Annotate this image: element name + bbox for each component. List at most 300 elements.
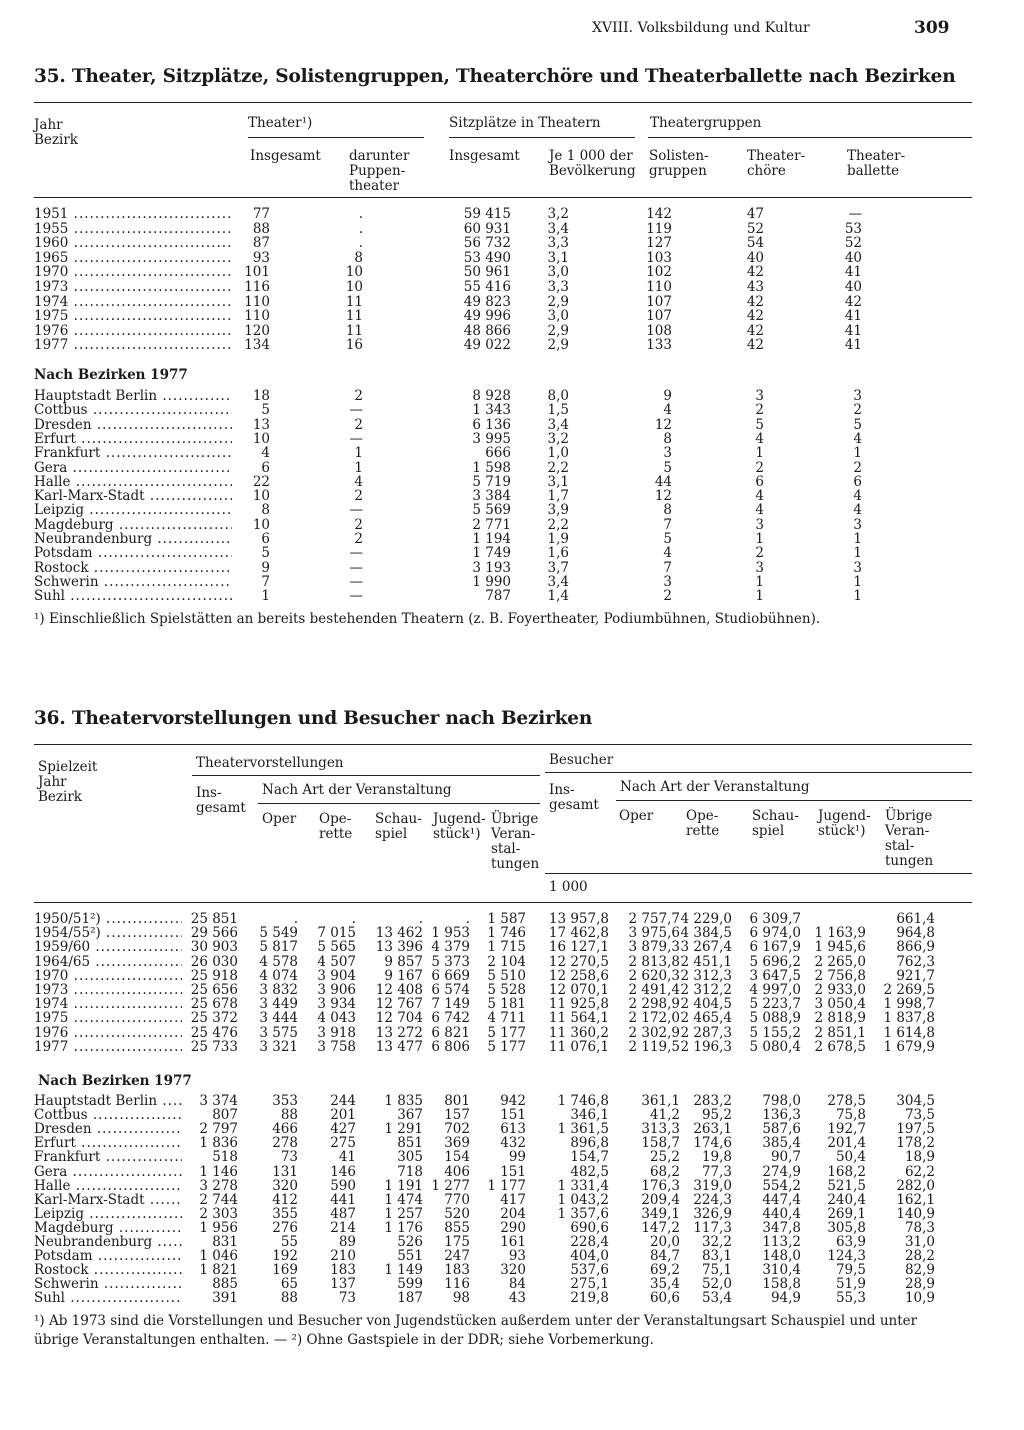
table36-bezirk-cell: 84	[508, 1276, 526, 1293]
table36-bezirk-cell: 347,8	[762, 1219, 801, 1236]
table36-year-cell: 13 477	[375, 1038, 423, 1055]
table36-bezirk-cell: 3 374	[199, 1093, 238, 1109]
table36-bezirk-cell: 137	[330, 1276, 356, 1293]
table36-year-row-label: 1973 .....	[34, 983, 182, 998]
table35-bezirk-cell: 2	[853, 459, 862, 476]
table35-bezirk-cell: 18	[252, 388, 270, 404]
table36-bezirk-cell: 798,0	[762, 1093, 801, 1109]
table35-year-cell: 2,9	[547, 322, 569, 339]
table36-year-cell: .	[293, 911, 298, 927]
table36-bezirk-cell: 228,4	[570, 1234, 609, 1250]
section-title: XVIII. Volksbildung und Kultur	[592, 20, 810, 36]
table36-bezirk-cell: 353	[272, 1093, 298, 1109]
table36-year-cell: 2 756,8	[814, 967, 866, 984]
table35-year-cell: 40	[844, 279, 862, 295]
table36-bezirk-cell: 551	[397, 1248, 423, 1265]
table36-bezirk-cell: 537,6	[570, 1262, 609, 1279]
table35-bezirk-cell: 5	[663, 531, 672, 547]
table36-year-cell: 16 127,1	[548, 939, 609, 956]
table35-bezirk-cell: 3,4	[547, 416, 569, 433]
table36-bezirk-cell: 28,9	[904, 1276, 935, 1293]
table35-year-cell: 49 022	[463, 337, 511, 354]
table35-bezirk-cell: —	[349, 588, 363, 605]
table35-bezirk-cell: —	[349, 502, 363, 519]
table35-year-cell: 110	[244, 308, 270, 325]
table36-vorst-col-header: Übrige Veran- stal- tungen	[491, 811, 540, 872]
table35-bezirk-cell: 1	[755, 588, 764, 605]
table35-bezirk-row-label: Frankfurt .....	[34, 446, 232, 461]
table36-bes-nach-art: Nach Art der Veranstaltung	[620, 779, 810, 795]
table35-bezirk-row-label: Gera .....	[34, 461, 232, 476]
table35-bezirk-cell: 7	[663, 516, 672, 533]
table36-bezirk-row-label: Karl-Marx-Stadt .....	[34, 1193, 182, 1208]
table35-bezirk-row-label: Schwerin .....	[34, 575, 232, 590]
table35-year-cell: 11	[345, 293, 363, 310]
table36-year-row-label: 1977 .....	[34, 1040, 182, 1055]
table35-year-row-label: 1955 .....	[34, 222, 232, 237]
table35-bezirk-cell: 1	[755, 531, 764, 547]
table36-year-cell: 2 298,9	[628, 996, 680, 1013]
table36-bezirk-cell: 441	[330, 1191, 356, 1208]
table35-bezirk-cell: 4	[853, 430, 862, 447]
table36-bezirk-cell: 50,4	[835, 1149, 866, 1166]
table36-stub-header: Spielzeit Jahr Bezirk	[38, 759, 98, 805]
table36-vorst-rule	[192, 775, 540, 776]
table36-year-cell: 4 379	[431, 939, 470, 956]
table35-bezirk-cell: 2,2	[547, 516, 569, 533]
table36-bezirk-cell: 482,5	[570, 1163, 609, 1180]
table35-bezirk-cell: 10	[252, 488, 270, 505]
table35-bezirk-cell: 3 995	[472, 430, 511, 447]
table36-bezirk-cell: 587,6	[762, 1121, 801, 1138]
table36-year-cell: 13 462	[375, 925, 423, 942]
table36-bezirk-cell: 214	[330, 1219, 356, 1236]
table35-bezirk-cell: 9	[261, 559, 270, 576]
table35-year-cell: 16	[345, 337, 363, 354]
table35-bezirk-cell: 3,2	[547, 430, 569, 447]
table35-bezirk-cell: 5 719	[472, 473, 511, 490]
table36-bes-col-header: Schau- spiel	[752, 808, 799, 839]
table36-bezirk-cell: 69,2	[649, 1262, 680, 1279]
table36-year-cell: 661,4	[896, 911, 935, 927]
table35-year-cell: 40	[844, 249, 862, 266]
table35-year-cell: 50 961	[463, 264, 511, 281]
table36-bezirk-cell: 807	[212, 1107, 238, 1124]
table35-year-cell: 8	[354, 249, 363, 266]
table36-year-cell: 2 451,1	[680, 953, 732, 970]
table36-year-cell: 25 851	[190, 911, 238, 927]
table35-bezirk-row-label: Suhl .....	[34, 589, 232, 604]
table35-bezirk-cell: 1	[261, 588, 270, 605]
table36-year-cell: 3 647,5	[749, 967, 801, 984]
table35-bezirk-cell: —	[349, 402, 363, 419]
table36-bezirk-cell: 718	[397, 1163, 423, 1180]
table36-year-cell: 5 155,2	[749, 1024, 801, 1041]
table35-year-cell: 56 732	[463, 235, 511, 252]
table35-bezirk-row-label: Neubrandenburg .....	[34, 532, 232, 547]
table36-bezirk-cell: 1 821	[199, 1262, 238, 1279]
table36-bezirk-cell: 2 744	[199, 1191, 238, 1208]
table35-bezirk-cell: 8	[663, 430, 672, 447]
table36-bezirk-cell: 178,2	[896, 1135, 935, 1152]
table36-bezirk-cell: 73,5	[904, 1107, 935, 1124]
table35-bezirk-cell: 1 343	[472, 402, 511, 419]
table36-bezirk-cell: 2 797	[199, 1121, 238, 1138]
table36-bezirk-row-label: Potsdam .....	[34, 1249, 182, 1264]
table36-bezirk-cell: 274,9	[762, 1163, 801, 1180]
table36-year-cell: 3 832	[259, 982, 298, 998]
table35-bezirk-cell: 3	[755, 388, 764, 404]
table35-bezirk-cell: 4	[261, 445, 270, 462]
table35-header-rule	[34, 197, 972, 198]
table35-year-cell: 103	[646, 249, 672, 266]
table36-year-cell: 1 953	[431, 925, 470, 942]
table36-bezirk-cell: 192	[272, 1248, 298, 1265]
table35-bezirk-cell: 787	[485, 588, 511, 605]
table36-bezirk-cell: 201	[330, 1107, 356, 1124]
table36-bezirk-cell: 78,3	[904, 1219, 935, 1236]
table36-year-cell: 12 270,5	[548, 953, 609, 970]
table36-bes-col-header: Ope- rette	[686, 808, 720, 839]
table35-year-row-label: 1951 .....	[34, 207, 232, 222]
table36-bes-col-header: Übrige Veran- stal- tungen	[885, 808, 934, 869]
table36-bezirk-cell: 320	[500, 1262, 526, 1279]
table36-bezirk-cell: 131	[272, 1163, 298, 1180]
table36-bezirk-cell: 192,7	[827, 1121, 866, 1138]
table36-year-cell: 11 076,1	[548, 1038, 609, 1055]
table36-bezirk-cell: 885	[212, 1276, 238, 1293]
table35-bezirk-cell: 6	[261, 459, 270, 476]
table35-bezirk-cell: 2	[755, 459, 764, 476]
table35-year-cell: 3,2	[547, 206, 569, 222]
table35-year-row-label: 1977 .....	[34, 338, 232, 353]
table36-bezirk-cell: 175	[444, 1234, 470, 1250]
table36-year-cell: 12 767	[375, 996, 423, 1013]
table36-bezirk-cell: 158,8	[762, 1276, 801, 1293]
table35-year-cell: 3,3	[547, 235, 569, 252]
table35-bezirk-cell: 44	[654, 473, 672, 490]
table36-bezirk-cell: 62,2	[904, 1163, 935, 1180]
table36-bezirk-cell: 197,5	[896, 1121, 935, 1138]
table36-year-cell: 5 528	[487, 982, 526, 998]
table36-bezirk-cell: 520	[444, 1205, 470, 1222]
table35-year-cell: 3,1	[547, 249, 569, 266]
table35-bezirk-cell: 4	[853, 488, 862, 505]
table36-year-row-label: 1950/51²) .....	[34, 912, 182, 927]
table35-year-cell: 107	[646, 293, 672, 310]
table35-year-cell: 55 416	[463, 279, 511, 295]
table35-year-cell: 93	[252, 249, 270, 266]
table36-bes-art-rule	[616, 800, 972, 801]
table36-year-cell: 5 181	[487, 996, 526, 1013]
table36-year-cell: 3 050,4	[814, 996, 866, 1013]
table36-bes-col-header: Oper	[619, 808, 654, 824]
table36-year-cell: .	[351, 911, 356, 927]
table35-year-cell: 59 415	[463, 206, 511, 222]
table35-bezirk-cell: 1	[853, 588, 862, 605]
table36-year-cell: 3 934	[317, 996, 356, 1013]
table35-theater-rule	[248, 137, 424, 138]
table35-gruppen-rule	[648, 137, 972, 138]
table35-bezirk-cell: 5	[853, 416, 862, 433]
table35-bezirk-cell: 1,4	[547, 588, 569, 605]
table36-bezirk-cell: 55,3	[835, 1290, 866, 1307]
table36-bezirk-cell: 1 361,5	[557, 1121, 609, 1138]
table35-bezirk-cell: 6	[755, 473, 764, 490]
table36-bezirk-cell: 176,3	[641, 1177, 680, 1194]
table35-subheading: Nach Bezirken 1977	[34, 367, 188, 383]
table36-year-cell: 6 806	[431, 1038, 470, 1055]
table36-bezirk-cell: 18,9	[904, 1149, 935, 1166]
table36-bezirk-cell: 53,4	[701, 1290, 732, 1307]
table35-bezirk-cell: 4	[663, 545, 672, 562]
table36-bezirk-cell: 41	[338, 1149, 356, 1166]
table36-bezirk-cell: 831	[212, 1234, 238, 1250]
table36-bezirk-cell: 1 835	[384, 1093, 423, 1109]
table36-vorst-col-header: Schau- spiel	[375, 811, 422, 842]
table36-top-rule	[34, 744, 972, 745]
table36-bezirk-cell: 263,1	[693, 1121, 732, 1138]
table36-bezirk-row-label: Frankfurt .....	[34, 1150, 182, 1165]
table35-bezirk-cell: 2	[755, 545, 764, 562]
table35-year-cell: 47	[746, 206, 764, 222]
table35-year-cell: 3,0	[547, 264, 569, 281]
table36-bezirk-cell: 41,2	[649, 1107, 680, 1124]
table35-bezirk-cell: 5 569	[472, 502, 511, 519]
table35-bezirk-cell: 5	[261, 545, 270, 562]
table36-year-row-label: 1954/55²) .....	[34, 926, 182, 941]
table35-year-cell: 2,9	[547, 293, 569, 310]
table35-year-cell: 3,4	[547, 220, 569, 237]
table36-vorst-insgesamt: Ins- gesamt	[196, 785, 246, 816]
table35-year-cell: 77	[252, 206, 270, 222]
table36-bezirk-cell: 89	[338, 1234, 356, 1250]
table36-bezirk-cell: 79,5	[835, 1262, 866, 1279]
table36-bezirk-cell: 1 177	[487, 1177, 526, 1194]
table36-bezirk-cell: 201,4	[827, 1135, 866, 1152]
table36-year-cell: 25 372	[190, 1010, 238, 1027]
table36-bezirk-cell: 346,1	[570, 1107, 609, 1124]
table36-year-cell: 2 312,3	[680, 967, 732, 984]
table35-bezirk-cell: 2	[354, 388, 363, 404]
table35-year-cell: 87	[252, 235, 270, 252]
table36-bezirk-cell: 1 836	[199, 1135, 238, 1152]
table36-bezirk-row-label: Schwerin .....	[34, 1277, 182, 1292]
table36-year-cell: 3 975,6	[628, 925, 680, 942]
table36-vorst-col-header: Jugend- stück¹)	[433, 811, 486, 842]
table36-bezirk-cell: 151	[500, 1107, 526, 1124]
table36-bezirk-row-label: Leipzig .....	[34, 1207, 182, 1222]
table36-year-cell: 964,8	[896, 925, 935, 942]
table35-year-cell: 49 996	[463, 308, 511, 325]
table35-bezirk-cell: 1,7	[547, 488, 569, 505]
table35-year-row-label: 1975 .....	[34, 309, 232, 324]
table35-footnote: ¹) Einschließlich Spielstätten an bereits bestehenden Theatern (z. B. Foyertheater, Podiumbühnen, Studiobühnen).	[34, 611, 821, 627]
table35-bezirk-cell: 3	[853, 559, 862, 576]
table36-bezirk-row-label: Cottbus .....	[34, 1108, 182, 1123]
table35-bezirk-row-label: Erfurt .....	[34, 432, 232, 447]
table36-bezirk-cell: 406	[444, 1163, 470, 1180]
table36-year-cell: 25 918	[190, 967, 238, 984]
table35-bezirk-cell: 1 194	[472, 531, 511, 547]
table36-bezirk-cell: 1 357,6	[557, 1205, 609, 1222]
table36-bezirk-cell: 355	[272, 1205, 298, 1222]
table36-year-cell: 2 620,3	[628, 967, 680, 984]
table36-year-cell: 2 196,3	[680, 1038, 732, 1055]
table36-bezirk-cell: 855	[444, 1219, 470, 1236]
table35-bezirk-cell: 6 136	[472, 416, 511, 433]
table36-bezirk-cell: 94,9	[770, 1290, 801, 1307]
table36-year-cell: 2 119,5	[628, 1038, 680, 1055]
table35-year-cell: 11	[345, 308, 363, 325]
table36-year-cell: 2 465,4	[680, 1010, 732, 1027]
table36-footnote: ¹) Ab 1973 sind die Vorstellungen und Besucher von Jugendstücken außerdem unter der Veranstaltungsart Schauspiel und unter übrige Veranstaltungen enthalten. — ²) Ohne Gastspiele in der DDR; siehe Vorbemerkung.	[34, 1313, 918, 1348]
table35-bezirk-cell: 4	[755, 502, 764, 519]
table35-bezirk-cell: 2	[663, 588, 672, 605]
table35-year-cell: 120	[244, 322, 270, 339]
table36-bezirk-cell: 19,8	[701, 1149, 732, 1166]
table35-year-cell: 52	[746, 220, 764, 237]
table36-title: 36. Theatervorstellungen und Besucher nach Bezirken	[34, 708, 593, 729]
table36-year-cell: 1 614,8	[883, 1024, 935, 1041]
table36-bezirk-cell: 183	[330, 1262, 356, 1279]
table35-bezirk-cell: 666	[485, 445, 511, 462]
table36-bezirk-cell: 349,1	[641, 1205, 680, 1222]
table35-year-row-label: 1976 .....	[34, 324, 232, 339]
table35-col-header: Theater- chöre	[747, 148, 806, 179]
table36-year-cell: 5 373	[431, 953, 470, 970]
table35-bezirk-cell: 12	[654, 416, 672, 433]
table36-year-cell: 2 818,9	[814, 1010, 866, 1027]
table36-bezirk-cell: 95,2	[701, 1107, 732, 1124]
table36-bezirk-cell: 1 191	[384, 1177, 423, 1194]
table35-bezirk-row-label: Cottbus .....	[34, 403, 232, 418]
table35-bezirk-cell: 10	[252, 516, 270, 533]
table35-bezirk-row-label: Potsdam .....	[34, 546, 232, 561]
table35-year-cell: 43	[746, 279, 764, 295]
table36-year-cell: 12 070,1	[548, 982, 609, 998]
table35-bezirk-cell: 6	[853, 473, 862, 490]
table35-bezirk-cell: 13	[252, 416, 270, 433]
table36-year-cell: 866,9	[896, 939, 935, 956]
table36-year-cell: 26 030	[190, 953, 238, 970]
table36-bezirk-cell: 88	[280, 1107, 298, 1124]
table35-bezirk-cell: 4	[755, 488, 764, 505]
table36-year-cell: 921,7	[896, 967, 935, 984]
table36-year-cell: 6 669	[431, 967, 470, 984]
table36-year-cell: 30 903	[190, 939, 238, 956]
table36-bezirk-cell: 247	[444, 1248, 470, 1265]
table36-bezirk-row-label: Magdeburg .....	[34, 1221, 182, 1236]
table35-year-cell: 2,9	[547, 337, 569, 354]
table36-bezirk-cell: 35,4	[649, 1276, 680, 1293]
table36-year-cell: 3 449	[259, 996, 298, 1013]
table35-bezirk-cell: 3,9	[547, 502, 569, 519]
table36-bezirk-cell: 278	[272, 1135, 298, 1152]
table35-bezirk-cell: 4	[755, 430, 764, 447]
table36-year-cell: 6 309,7	[749, 911, 801, 927]
table35-bezirk-cell: 1,0	[547, 445, 569, 462]
table36-year-cell: 3 267,4	[680, 939, 732, 956]
table36-bezirk-cell: 427	[330, 1121, 356, 1138]
table36-bezirk-row-label: Suhl .....	[34, 1291, 182, 1306]
running-head	[0, 18, 1024, 42]
table36-bezirk-cell: 51,9	[835, 1276, 866, 1293]
table36-bezirk-cell: 20,0	[649, 1234, 680, 1250]
table36-bezirk-cell: 161	[500, 1234, 526, 1250]
table36-year-cell: 2 104	[487, 953, 526, 970]
table36-bezirk-cell: 2 303	[199, 1205, 238, 1222]
table35-year-row-label: 1960 .....	[34, 236, 232, 251]
table35-bezirk-cell: 2	[354, 531, 363, 547]
table36-bezirk-cell: 183	[444, 1262, 470, 1279]
table35-col-header: Insgesamt	[449, 148, 520, 164]
table35-year-cell: 53 490	[463, 249, 511, 266]
table36-bezirk-cell: 146	[330, 1163, 356, 1180]
table36-year-cell: 13 957,8	[548, 911, 609, 927]
table36-bezirk-cell: 1 291	[384, 1121, 423, 1138]
table35-year-cell: 49 823	[463, 293, 511, 310]
table35-year-cell: 119	[646, 220, 672, 237]
table35-year-cell: 52	[844, 235, 862, 252]
table35-bezirk-cell: 7	[261, 573, 270, 590]
table36-bezirk-cell: 55	[280, 1234, 298, 1250]
table35-sitz-rule	[449, 137, 635, 138]
table35-bezirk-cell: 1	[755, 445, 764, 462]
table36-year-cell: 3 904	[317, 967, 356, 984]
table35-bezirk-cell: 1 990	[472, 573, 511, 590]
table35-bezirk-cell: 3	[853, 388, 862, 404]
table36-year-cell: 1 837,8	[883, 1010, 935, 1027]
table36-bezirk-cell: 320	[272, 1177, 298, 1194]
table35-bezirk-cell: 4	[853, 502, 862, 519]
table36-bezirk-cell: 84,7	[649, 1248, 680, 1265]
table36-year-cell: 25 678	[190, 996, 238, 1013]
table35-year-cell: 107	[646, 308, 672, 325]
table36-bezirk-cell: 269,1	[827, 1205, 866, 1222]
table36-bezirk-cell: 554,2	[762, 1177, 801, 1194]
table36-bezirk-cell: 521,5	[827, 1177, 866, 1194]
table36-bezirk-cell: 599	[397, 1276, 423, 1293]
table35-bezirk-row-label: Hauptstadt Berlin .....	[34, 389, 232, 404]
table36-bezirk-cell: 82,9	[904, 1262, 935, 1279]
table36-bezirk-cell: 282,0	[896, 1177, 935, 1194]
table36-bes-col-header: Jugend- stück¹)	[818, 808, 871, 839]
table35-year-cell: 110	[646, 279, 672, 295]
table36-year-cell: .	[418, 911, 423, 927]
table36-year-cell: 5 565	[317, 939, 356, 956]
table36-year-cell: .	[465, 911, 470, 927]
table36-bezirk-cell: 319,0	[693, 1177, 732, 1194]
table35-bezirk-row-label: Halle .....	[34, 475, 232, 490]
table36-header-rule	[34, 902, 972, 903]
table36-bezirk-cell: 147,2	[641, 1219, 680, 1236]
table36-bezirk-cell: 283,2	[693, 1093, 732, 1109]
table35-col-header: darunter Puppen- theater	[349, 148, 410, 194]
table35-year-cell: 101	[244, 264, 270, 281]
table36-bezirk-cell: 52,0	[701, 1276, 732, 1293]
table36-bezirk-cell: 93	[508, 1248, 526, 1265]
table35-year-cell: 133	[646, 337, 672, 354]
table36-year-cell: 3 321	[259, 1038, 298, 1055]
table36-unit-rule	[545, 873, 972, 874]
table36-bezirk-cell: 65	[280, 1276, 298, 1293]
table35-bezirk-cell: 7	[663, 559, 672, 576]
table36-year-cell: 5 223,7	[749, 996, 801, 1013]
table36-year-cell: 9 167	[384, 967, 423, 984]
table35-bezirk-cell: 1	[853, 531, 862, 547]
table36-bezirk-cell: 275	[330, 1135, 356, 1152]
